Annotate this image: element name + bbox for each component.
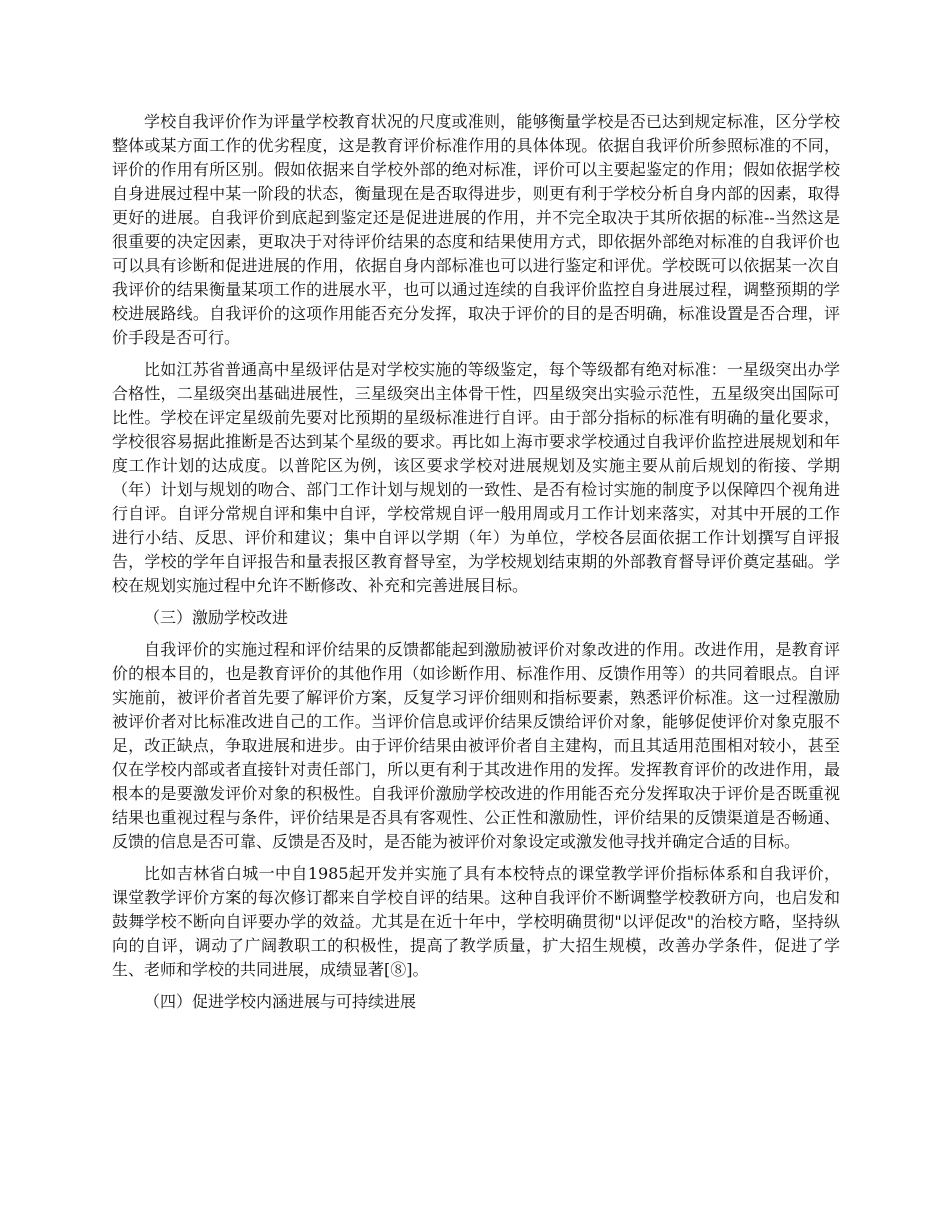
paragraph-self-evaluation-standards: 学校自我评价作为评量学校教育状况的尺度或准则，能够衡量学校是否已达到规定标准，区分学校整体或某方面工作的优劣程度，这是教育评价标准作用的具体体现。依据自我评价所参照标准的不同，评价的作用有所区别。假如依据来自学校外部的绝对标准，评价可以主要起鉴定的作用；假如依据学校自身进展过程中某一阶段的状态，衡量现在是否取得进步，则更有利于学校分析自身内部的因素，取得更好的进展。自我评价到底起到鉴定还是促进进展的作用，并不完全取决于其所依据的标准--当然这是很重要的决定因素，更取决于对待评价结果的态度和结果使用方式，即依据外部绝对标准的自我评价也可以具有诊断和促进进展的作用，依据自身内部标准也可以进行鉴定和评优。学校既可以依据某一次自我评价的结果衡量某项工作的进展水平，也可以通过连续的自我评价监控自身进展过程，调整预期的学校进展路线。自我评价的这项作用能否充分发挥，取决于评价的目的是否明确，标准设置是否合理，评价手段是否可行。 (112, 112, 840, 347)
paragraph-jilin-baicheng-example: 比如吉林省白城一中自1985起开发并实施了具有本校特点的课堂教学评价指标体系和自我评价，课堂教学评价方案的每次修订都来自学校自评的结果。这种自我评价不断调整学校教研方向，也启发和鼓舞学校不断向自评要办学的效益。尤其是在近十年中，学校明确贯彻"以评促改"的治校方略，坚持纵向的自评，调动了广阔教职工的积极性，提高了教学质量，扩大招生规模，改善办学条件，促进了学生、老师和学校的共同进展，成绩显著[⑧]。 (112, 864, 840, 979)
section-heading-motivate-improvement: （三）激励学校改进 (144, 608, 289, 627)
paragraph-jiangsu-shanghai-example: 比如江苏省普通高中星级评估是对学校实施的等级鉴定，每个等级都有绝对标准：一星级突出办学合格性，二星级突出基础进展性，三星级突出主体骨干性，四星级突出实验示范性，五星级突出国际可比性。学校在评定星级前先要对比预期的星级标准进行自评。由于部分指标的标准有明确的量化要求，学校很容易据此推断是否达到某个星级的要求。再比如上海市要求学校通过自我评价监控进展规划和年度工作计划的达成度。以普陀区为例，该区要求学校对进展规划及实施主要从前后规划的衔接、学期（年）计划与规划的吻合、部门工作计划与规划的一致性、是否有检讨实施的制度予以保障四个视角进行自评。自评分常规自评和集中自评，学校常规自评一般用周或月工作计划来落实，对其中开展的工作进行小结、反思、评价和建议；集中自评以学期（年）为单位，学校各层面依据工作计划撰写自评报告，学校的学年自评报告和量表报区教育督导室，为学校规划结束期的外部教育督导评价奠定基础。学校在规划实施过程中允许不断修改、补充和完善进展目标。 (112, 360, 840, 595)
document-body (112, 110, 840, 1022)
paragraph-motivation-improvement: 自我评价的实施过程和评价结果的反馈都能起到激励被评价对象改进的作用。改进作用，是教育评价的根本目的，也是教育评价的其他作用（如诊断作用、标准作用、反馈作用等）的共同着眼点。自评实施前，被评价者首先要了解评价方案，反复学习评价细则和指标要素，熟悉评价标准。这一过程激励被评价者对比标准改进自己的工作。当评价信息或评价结果反馈给评价对象，能够促使评价对象克服不足，改正缺点，争取进展和进步。由于评价结果由被评价者自主建构，而且其适用范围相对较小，甚至仅在学校内部或者直接针对责任部门，所以更有利于其改进作用的发挥。发挥教育评价的改进作用，最根本的是要激发评价对象的积极性。自我评价激励学校改进的作用能否充分发挥取决于评价是否既重视结果也重视过程与条件，评价结果是否具有客观性、公正性和激励性，评价结果的反馈渠道是否畅通、反馈的信息是否可靠、反馈是否及时，是否能为被评价对象设定或激发他寻找并确定合适的目标。 (112, 640, 840, 851)
section-heading-sustainable-development: （四）促进学校内涵进展与可持续进展 (144, 992, 417, 1011)
